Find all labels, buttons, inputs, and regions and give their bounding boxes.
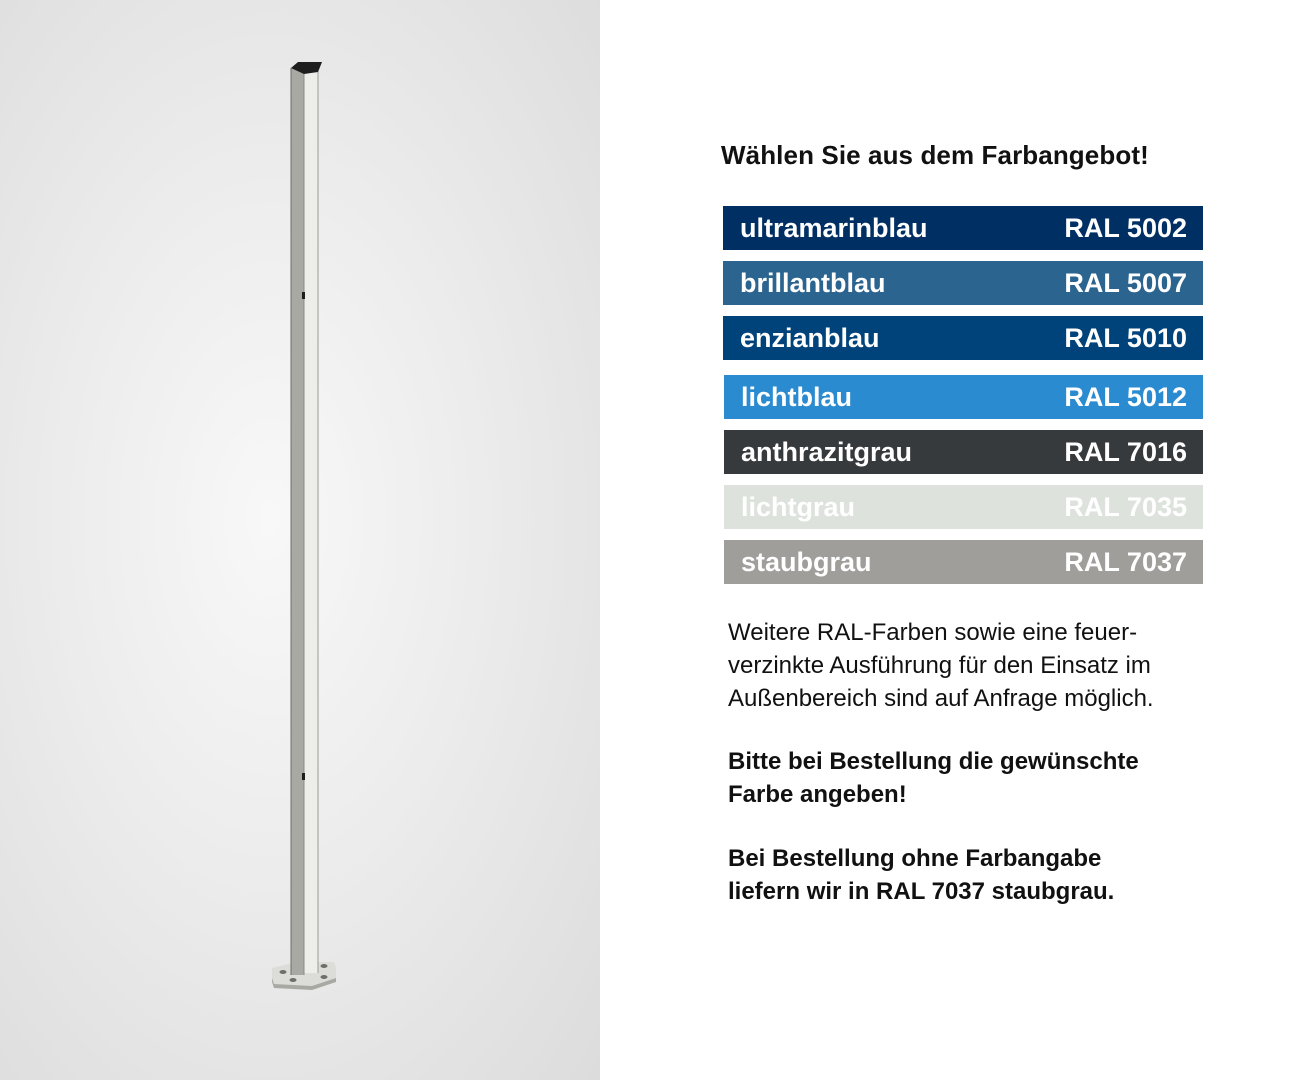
metal-post-icon bbox=[0, 0, 600, 1080]
color-code: RAL 7037 bbox=[1064, 546, 1187, 577]
color-info-panel bbox=[600, 0, 1300, 1080]
post-mounting-hole bbox=[302, 773, 305, 780]
color-swatch-enzianblau bbox=[723, 316, 1203, 360]
color-name: enzianblau bbox=[740, 322, 880, 353]
info-line: verzinkte Ausführung für den Einsatz im bbox=[728, 652, 1151, 679]
post-front-face bbox=[304, 70, 318, 973]
info-line: Farbe angeben! bbox=[728, 781, 907, 808]
color-swatch-ultramarinblau bbox=[723, 206, 1203, 250]
color-name: anthrazitgrau bbox=[741, 436, 913, 467]
color-name: ultramarinblau bbox=[740, 212, 928, 243]
product-image-panel bbox=[0, 0, 600, 1080]
base-plate-bolt-hole bbox=[280, 970, 287, 974]
color-code: RAL 7035 bbox=[1064, 491, 1187, 522]
color-code: RAL 5010 bbox=[1064, 322, 1187, 353]
color-swatch-brillantblau bbox=[723, 261, 1203, 305]
base-plate-bolt-hole bbox=[321, 964, 328, 968]
color-code: RAL 5012 bbox=[1064, 381, 1187, 412]
info-line: Außenbereich sind auf Anfrage möglich. bbox=[728, 685, 1154, 712]
color-name: lichtblau bbox=[741, 381, 853, 412]
color-name: lichtgrau bbox=[741, 491, 856, 522]
color-code: RAL 5002 bbox=[1064, 212, 1187, 243]
color-swatch-lichtblau bbox=[724, 375, 1203, 419]
base-plate-bolt-hole bbox=[290, 978, 297, 982]
color-code: RAL 7016 bbox=[1064, 436, 1187, 467]
info-line: Weitere RAL-Farben sowie eine feuer- bbox=[728, 619, 1138, 646]
info-line: Bitte bei Bestellung die gewünschte bbox=[728, 748, 1139, 775]
info-line: liefern wir in RAL 7037 staubgrau. bbox=[728, 878, 1115, 905]
info-text-default-color bbox=[728, 842, 1228, 908]
color-selection-heading: Wählen Sie aus dem Farbangebot! bbox=[721, 140, 1149, 170]
info-line: Bei Bestellung ohne Farbangabe bbox=[728, 845, 1102, 872]
color-code: RAL 5007 bbox=[1064, 267, 1187, 298]
color-swatch-lichtgrau bbox=[724, 485, 1203, 529]
post-mounting-hole bbox=[302, 292, 305, 299]
info-text-order-color bbox=[728, 745, 1228, 811]
color-name: brillantblau bbox=[740, 267, 886, 298]
post-side-face bbox=[291, 68, 304, 975]
color-swatch-anthrazitgrau bbox=[724, 430, 1203, 474]
info-text-more-colors bbox=[728, 616, 1228, 715]
color-name: staubgrau bbox=[741, 546, 872, 577]
base-plate-bolt-hole bbox=[321, 975, 328, 979]
color-swatch-staubgrau bbox=[724, 540, 1203, 584]
